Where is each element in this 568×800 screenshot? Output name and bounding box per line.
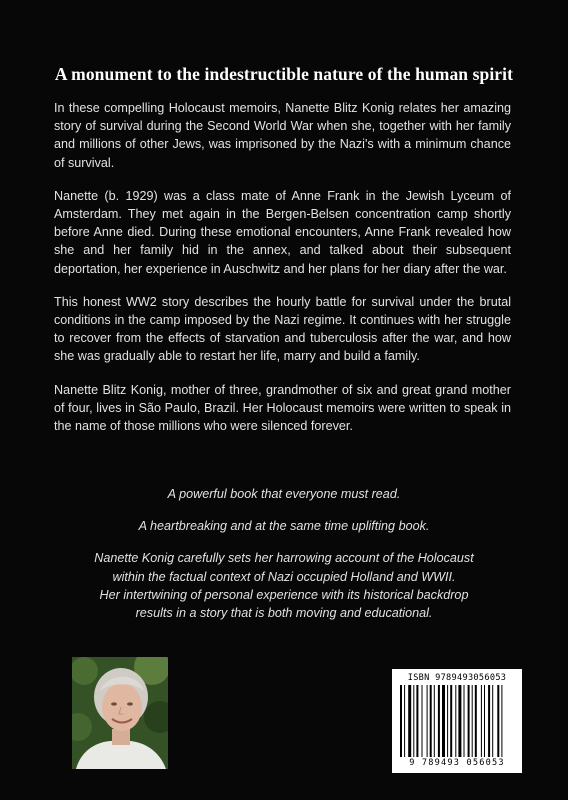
barcode-digits: 9 789493 056053 — [409, 758, 505, 768]
blurb-paragraph-1: In these compelling Holocaust memoirs, Nanette Blitz Konig relates her amazing story of survival during the Second World War when she, together with her family and millions of other Jews, was imprisoned by the Nazi's with a minimum chance of survival. — [54, 101, 511, 170]
review-quotes — [40, 485, 528, 636]
blurb-paragraph-3: This honest WW2 story describes the hourly battle for survival under the brutal conditions in the camp imposed by the Nazi regime. It continues with her struggle to recover from the effects of starvation and tuberculosis after the war, and how she was gradually able to restart her life, marry and build a family. — [54, 294, 511, 364]
review-quote-3-line: Her intertwining of personal experience with its historical backdrop — [99, 587, 469, 602]
review-quote-1: A powerful book that everyone must read. — [167, 487, 401, 501]
review-quote-3-line: results in a story that is both moving and educational. — [135, 606, 433, 621]
review-quote-3-line: Nanette Konig carefully sets her harrowing account of the Holocaust — [94, 551, 474, 566]
review-quote-3 — [40, 549, 528, 622]
blurb — [54, 99, 511, 450]
blurb-paragraph-4: Nanette Blitz Konig, mother of three, grandmother of six and great grand mother of four, lives in São Paulo, Brazil. Her Holocaust memoirs were written to speak in the name of those millions who were silenced forever. — [54, 382, 511, 434]
isbn-barcode — [392, 669, 522, 773]
review-quote-3-line: within the factual context of Nazi occupied Holland and WWII. — [112, 569, 456, 584]
barcode-bars — [399, 685, 515, 757]
review-quote-2: A heartbreaking and at the same time uplifting book. — [138, 519, 430, 534]
author-photo — [72, 657, 168, 769]
isbn-label: ISBN 9789493056053 — [407, 673, 507, 683]
back-cover-headline: A monument to the indestructible nature of the human spirit — [54, 64, 514, 84]
author-portrait — [72, 657, 168, 769]
blurb-paragraph-2: Nanette (b. 1929) was a class mate of Anne Frank in the Jewish Lyceum of Amsterdam. They met again in the Bergen-Belsen concentration camp shortly before Anne died. During these emotional encounters, Anne Frank revealed how she and her family hid in the annex, and talked about their subsequent deportation, her experience in Auschwitz and her plans for her diary after the war. — [54, 188, 511, 276]
